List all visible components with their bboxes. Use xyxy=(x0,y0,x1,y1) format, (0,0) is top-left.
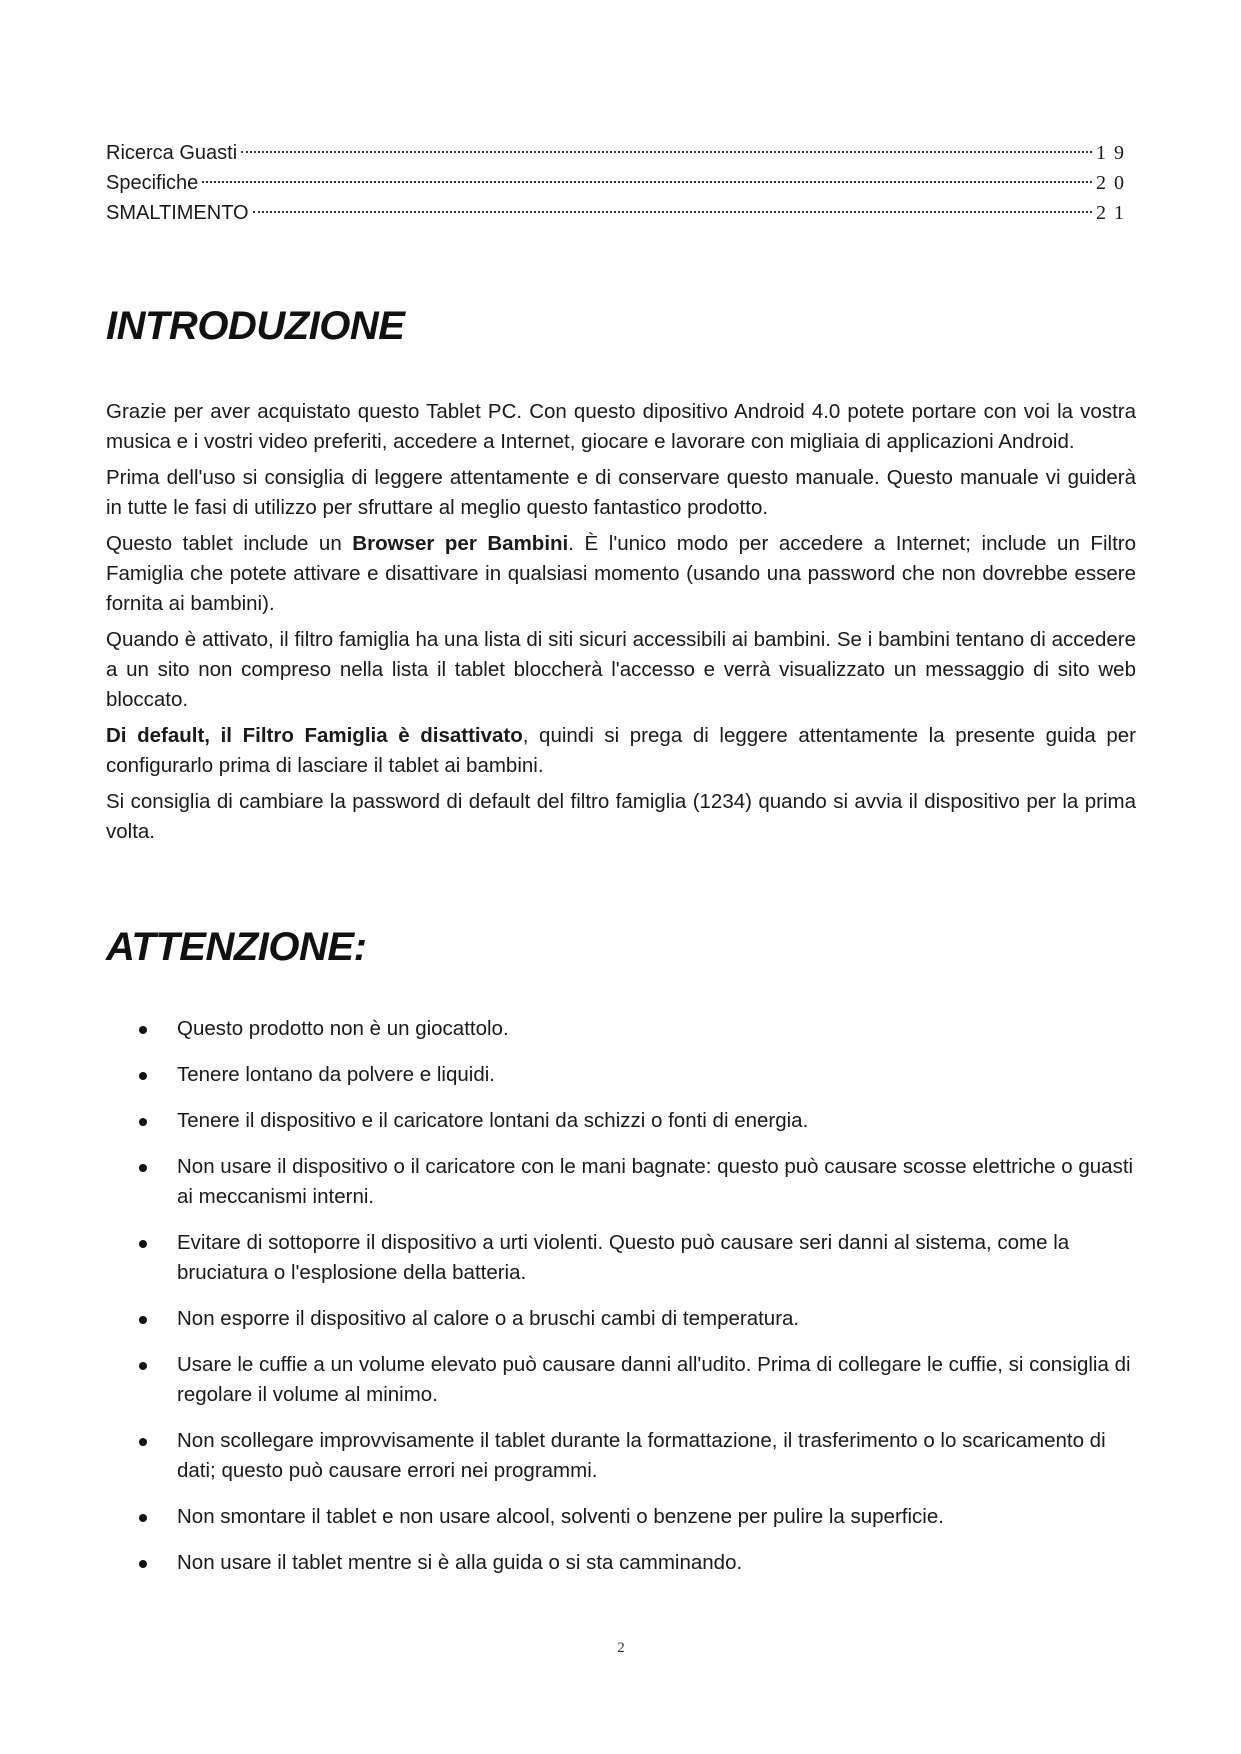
bullet-icon xyxy=(139,1514,147,1522)
warning-item xyxy=(106,1060,1136,1090)
warning-text: Evitare di sottoporre il dispositivo a urti violenti. Questo può causare seri danni al sistema, come la bruciatura o l'esplosione della batteria. xyxy=(177,1231,1070,1284)
toc-entry-label: Specifiche xyxy=(106,172,199,194)
warning-text: Questo prodotto non è un giocattolo. xyxy=(177,1017,509,1040)
intro-p3-text: . È l'unico modo per accedere a Internet; include un Filtro Famiglia che potete attivare e disattivare in qualsiasi momento (usando una password che non dovrebbe essere fornita ai bambini). xyxy=(106,532,1136,615)
intro-paragraph-3 xyxy=(106,529,1136,619)
browser-bambini-emphasis: Browser per Bambini xyxy=(352,532,569,555)
table-of-contents xyxy=(106,138,1136,228)
warning-item xyxy=(106,1014,1136,1044)
warnings-list xyxy=(106,1014,1136,1594)
bullet-icon xyxy=(139,1316,147,1324)
warning-text: Tenere il dispositivo e il caricatore lontani da schizzi o fonti di energia. xyxy=(177,1109,809,1132)
introduzione-heading: INTRODUZIONE xyxy=(106,304,405,348)
toc-entry-smaltimento[interactable] xyxy=(106,198,1136,228)
toc-dot-leader xyxy=(241,151,1092,153)
bullet-icon xyxy=(139,1072,147,1080)
intro-paragraph-2: Prima dell'uso si consiglia di leggere attentamente e di conservare questo manuale. Questo manuale vi guiderà in tutte le fasi di utilizzo per sfruttare al meglio questo fantastico prodotto. xyxy=(106,466,1136,519)
bullet-icon xyxy=(139,1560,147,1568)
intro-paragraph-4: Quando è attivato, il filtro famiglia ha una lista di siti sicuri accessibili ai bambini. Se i bambini tentano di accedere a un sito non compreso nella lista il tablet bloccherà l'accesso e verrà visualizzato un messaggio di sito web bloccato. xyxy=(106,628,1136,711)
warning-text: Non smontare il tablet e non usare alcool, solventi o benzene per pulire la superficie. xyxy=(177,1505,944,1528)
toc-entry-page: 21 xyxy=(1096,202,1132,224)
bullet-icon xyxy=(139,1438,147,1446)
toc-dot-leader xyxy=(253,211,1092,213)
toc-entry-label: Ricerca Guasti xyxy=(106,142,238,164)
page-number: 2 xyxy=(617,1640,625,1656)
intro-p5-text: , quindi si prega di leggere attentamente la presente guida per configurarlo prima di lasciare il tablet ai bambini. xyxy=(106,724,1136,777)
intro-p3-text: Questo tablet include un xyxy=(106,532,353,555)
bullet-icon xyxy=(139,1362,147,1370)
warning-text: Tenere lontano da polvere e liquidi. xyxy=(177,1063,495,1086)
attenzione-heading: ATTENZIONE: xyxy=(106,925,367,969)
warning-item xyxy=(106,1228,1136,1288)
warning-text: Usare le cuffie a un volume elevato può causare danni all'udito. Prima di collegare le cuffie, si consiglia di regolare il volume al minimo. xyxy=(177,1353,1131,1406)
toc-entry-specifiche[interactable] xyxy=(106,168,1136,198)
warning-item xyxy=(106,1106,1136,1136)
toc-entry-ricerca-guasti[interactable] xyxy=(106,138,1136,168)
warning-text: Non scollegare improvvisamente il tablet durante la formattazione, il trasferimento o lo scaricamento di dati; questo può causare errori nei programmi. xyxy=(177,1429,1106,1482)
bullet-icon xyxy=(139,1118,147,1126)
toc-entry-label: SMALTIMENTO xyxy=(106,202,249,224)
warning-item xyxy=(106,1152,1136,1212)
bullet-icon xyxy=(139,1026,147,1034)
warning-item xyxy=(106,1548,1136,1578)
warning-item xyxy=(106,1502,1136,1532)
warning-text: Non usare il dispositivo o il caricatore con le mani bagnate: questo può causare scosse elettriche o guasti ai meccanismi interni. xyxy=(177,1155,1134,1208)
warning-item xyxy=(106,1304,1136,1334)
toc-dot-leader xyxy=(202,181,1092,183)
warning-text: Non esporre il dispositivo al calore o a bruschi cambi di temperatura. xyxy=(177,1307,800,1330)
toc-entry-page: 19 xyxy=(1096,142,1132,164)
warning-item xyxy=(106,1350,1136,1410)
toc-entry-page: 20 xyxy=(1096,172,1132,194)
warning-text: Non usare il tablet mentre si è alla guida o si sta camminando. xyxy=(177,1551,743,1574)
bullet-icon xyxy=(139,1164,147,1172)
filtro-default-emphasis: Di default, il Filtro Famiglia è disattivato xyxy=(106,724,523,747)
intro-paragraph-1: Grazie per aver acquistato questo Tablet PC. Con questo dipositivo Android 4.0 potete portare con voi la vostra musica e i vostri video preferiti, accedere a Internet, giocare e lavorare con migliaia di applicazioni Android. xyxy=(106,400,1136,453)
introduzione-body xyxy=(106,397,1136,853)
intro-paragraph-5 xyxy=(106,721,1136,781)
intro-paragraph-6: Si consiglia di cambiare la password di default del filtro famiglia (1234) quando si avvia il dispositivo per la prima volta. xyxy=(106,790,1136,843)
warning-item xyxy=(106,1426,1136,1486)
bullet-icon xyxy=(139,1240,147,1248)
